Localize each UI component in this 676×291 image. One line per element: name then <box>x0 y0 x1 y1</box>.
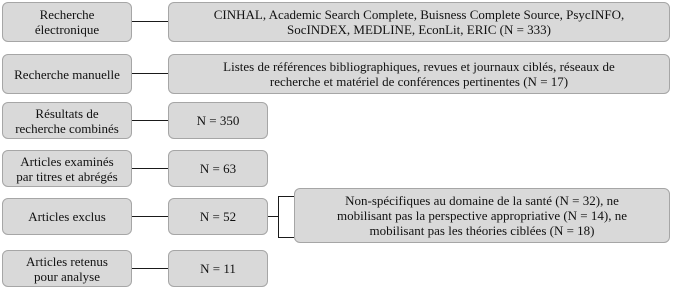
label-line: recherche combinés <box>15 120 119 136</box>
connector-combined-results <box>132 120 168 121</box>
step-screened-articles-count <box>168 150 268 187</box>
step-electronic-search-result <box>168 2 670 42</box>
result-line: recherche et matériel de conférences pertinentes (N = 17) <box>269 74 569 89</box>
result-line: SocINDEX, MEDLINE, EconLit, ERIC (N = 333) <box>286 22 552 37</box>
result-line: Listes de références bibliographiques, revues et journaux ciblés, réseaux de <box>223 59 615 74</box>
exclusion-reasons-box <box>294 188 670 243</box>
result-line: N = 63 <box>199 161 237 176</box>
step-combined-results-label <box>2 102 132 139</box>
step-manual-search-label <box>2 54 132 94</box>
connector-exclusion-bracket-bottom <box>278 237 294 238</box>
connector-electronic-search <box>132 21 168 22</box>
connector-retained-articles <box>132 268 168 269</box>
connector-exclusion-bracket-top <box>278 196 294 197</box>
connector-manual-search <box>132 73 168 74</box>
step-manual-search-result <box>168 54 670 94</box>
exclusion-reason-line: Non-spécifiques au domaine de la santé (N = 32), ne <box>345 193 619 208</box>
exclusion-reason-line: mobilisant pas les théories ciblées (N = 18) <box>369 223 595 238</box>
label-line: Articles exclus <box>28 209 106 224</box>
label-line: électronique <box>34 22 100 37</box>
label-line: Recherche <box>39 7 95 22</box>
connector-exclusion-bracket-stem <box>268 216 278 217</box>
step-excluded-articles-count <box>168 198 268 235</box>
step-electronic-search-label <box>2 2 132 42</box>
label-line: pour analyse <box>33 268 101 284</box>
connector-exclusion-bracket-vertical <box>278 196 279 238</box>
connector-screened-articles <box>132 168 168 169</box>
label-line: Recherche manuelle <box>14 66 120 82</box>
result-line: N = 11 <box>200 261 236 276</box>
step-retained-articles-label <box>2 250 132 287</box>
label-line: Articles examinés <box>20 153 114 169</box>
label-line: par titres et abrégés <box>16 168 118 184</box>
result-line: N = 52 <box>199 209 237 224</box>
connector-excluded-articles <box>132 216 168 217</box>
step-retained-articles-count <box>168 250 268 287</box>
exclusion-reason-line: mobilisant pas la perspective appropriative (N = 14), ne <box>337 208 627 223</box>
step-combined-results-count <box>168 102 268 139</box>
step-screened-articles-label <box>2 150 132 187</box>
label-line: Articles retenus <box>26 253 108 269</box>
step-excluded-articles-label <box>2 198 132 235</box>
label-line: Résultats de <box>35 105 99 121</box>
result-line: CINHAL, Academic Search Complete, Buisness Complete Source, PsycINFO, <box>213 7 625 22</box>
result-line: N = 350 <box>196 113 240 128</box>
